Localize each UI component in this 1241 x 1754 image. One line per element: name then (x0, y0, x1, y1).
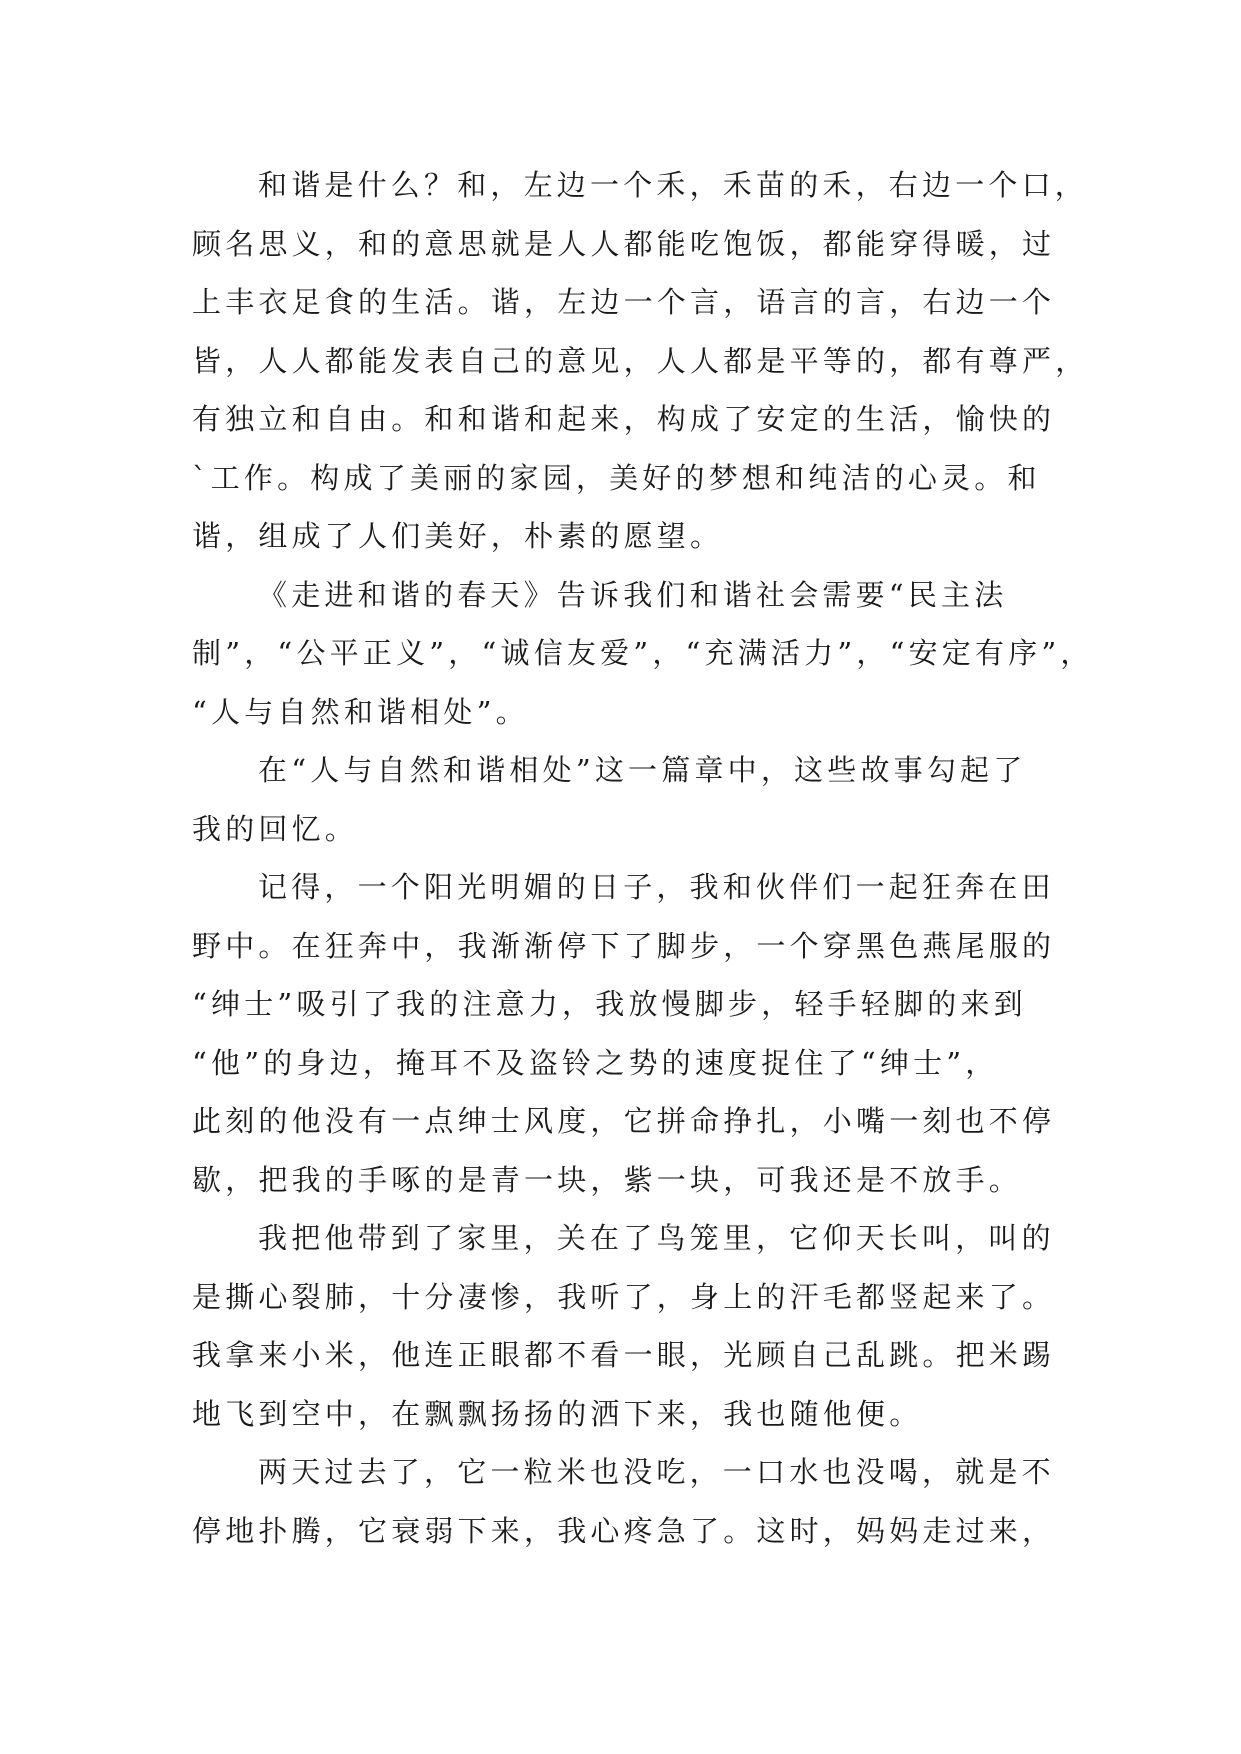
text-line: 野中。在狂奔中，我渐渐停下了脚步，一个穿黑色燕尾服的 (192, 928, 1056, 963)
text-line: 歇，把我的手啄的是青一块，紫一块，可我还是不放手。 (192, 1162, 1023, 1197)
text-line: “他”的身边，掩耳不及盗铃之势的速度捉住了“绅士”， (192, 1045, 999, 1080)
text-line: 地飞到空中，在飘飘扬扬的洒下来，我也随他便。 (192, 1396, 923, 1431)
text-line: 《走进和谐的春天》告诉我们和谐社会需要“民主法 (258, 577, 1008, 612)
text-line: 谐，组成了人们美好，朴素的愿望。 (192, 519, 724, 553)
text-line: 顾名思义，和的意思就是人人都能吃饱饭，都能穿得暖，过 (192, 226, 1056, 261)
text-line: 皆，人人都能发表自己的意见，人人都是平等的，都有尊严， (192, 343, 1089, 378)
document-body (192, 156, 1094, 1560)
text-line: 我把他带到了家里，关在了鸟笼里，它仰天长叫，叫的 (258, 1221, 1055, 1255)
text-line: 在“人与自然和谐相处”这一篇章中，这些故事勾起了 (258, 753, 1027, 787)
text-line: 两天过去了，它一粒米也没吃，一口水也没喝，就是不 (258, 1455, 1055, 1489)
text-line: 和谐是什么？和，左边一个禾，禾苗的禾，右边一个口， (258, 168, 1089, 202)
text-line: 记得，一个阳光明媚的日子，我和伙伴们一起狂奔在田 (258, 870, 1055, 904)
text-line: `工作。构成了美丽的家园，美好的梦想和纯洁的心灵。和 (192, 460, 1041, 495)
text-line: 上丰衣足食的生活。谐，左边一个言，语言的言，右边一个 (192, 285, 1056, 319)
text-line: “绅士”吸引了我的注意力，我放慢脚步，轻手轻脚的来到 (192, 987, 1027, 1021)
text-line: 停地扑腾，它衰弱下来，我心疼急了。这时，妈妈走过来， (192, 1513, 1056, 1548)
text-line: 我的回忆。 (192, 811, 359, 846)
text-line: “人与自然和谐相处”。 (192, 694, 529, 729)
text-line: 制”，“公平正义”，“诚信友爱”，“充满活力”，“安定有序”， (192, 636, 1094, 670)
text-line: 是撕心裂肺，十分凄惨，我听了，身上的汗毛都竖起来了。 (192, 1279, 1056, 1314)
text-line: 我拿来小米，他连正眼都不看一眼，光顾自己乱跳。把米踢 (192, 1338, 1056, 1372)
text-line: 有独立和自由。和和谐和起来，构成了安定的生活，愉快的 (192, 402, 1056, 436)
text-line: 此刻的他没有一点绅士风度，它拼命挣扎，小嘴一刻也不停 (192, 1104, 1056, 1138)
